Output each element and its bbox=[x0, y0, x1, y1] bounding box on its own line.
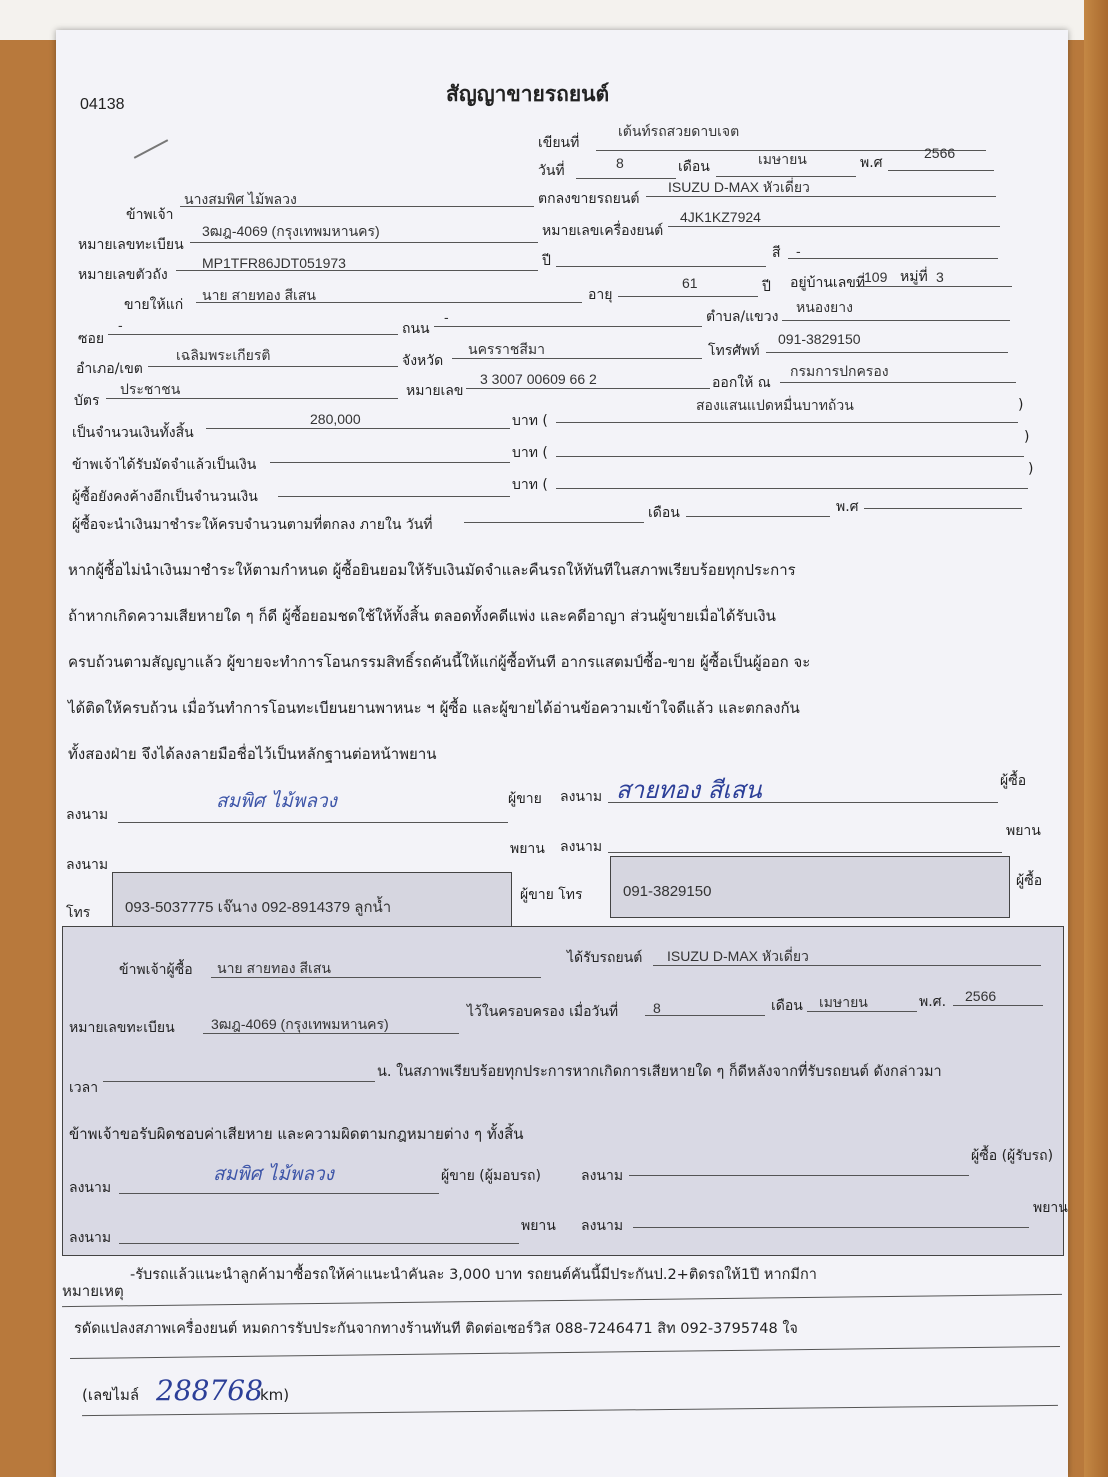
receipt-plate-line bbox=[203, 1033, 459, 1034]
car-model-line bbox=[646, 196, 996, 197]
terms-line-1: หากผู้ซื้อไม่นำเงินมาชำระให้ตามกำหนด ผู้ซื้อยินยอมให้รับเงินมัดจำและคืนรถให้ทันทีในสภาพเรียบร้อยทุกประการ bbox=[68, 561, 796, 579]
receipt-seller-sign-line bbox=[119, 1193, 439, 1194]
total-label: เป็นจำนวนเงินทั้งสิ้น bbox=[72, 425, 194, 441]
buyer-label: ขายให้แก่ bbox=[124, 297, 184, 313]
province-label: จังหวัด bbox=[402, 353, 444, 369]
due-label: ผู้ซื้อจะนำเงินมาชำระให้ครบจำนวนตามที่ตกลง ภายใน วันที่ bbox=[72, 517, 433, 533]
house-line bbox=[856, 286, 1012, 287]
soi-value: - bbox=[118, 317, 123, 333]
age-label: อายุ bbox=[588, 287, 613, 303]
year-value: 2566 bbox=[924, 145, 956, 161]
due-year-line bbox=[864, 508, 1022, 509]
province-line bbox=[452, 358, 702, 359]
possess-year: 2566 bbox=[965, 988, 997, 1004]
chassis-value: MP1TFR86JDT051973 bbox=[202, 255, 346, 271]
pen-mark bbox=[134, 139, 168, 159]
remarks-line-2: รดัดแปลงสภาพเครื่องยนต์ หมดการรับประกันจากทางร้านทันที ติดต่อเซอร์วิส 088-7246471 สิท 092-3795748 ใจ bbox=[74, 1321, 798, 1337]
age-value: 61 bbox=[682, 275, 698, 291]
due-month-label: เดือน bbox=[648, 505, 680, 521]
due-day-line bbox=[464, 522, 644, 523]
buyer-name: นาย สายทอง สีเสน bbox=[202, 287, 316, 303]
remaining-close: ) bbox=[1028, 461, 1034, 477]
time-suffix: น. ในสภาพเรียบร้อยทุกประการหากเกิดการเสียหายใด ๆ ก็ดีหลังจากที่รับรถยนต์ ดังกล่าวมา bbox=[377, 1064, 942, 1080]
written-at-label: เขียนที่ bbox=[538, 135, 580, 151]
engine-label: หมายเลขเครื่องยนต์ bbox=[542, 223, 664, 239]
remaining-text-line bbox=[556, 488, 1028, 489]
engine-line bbox=[668, 226, 1000, 227]
possess-month-label: เดือน bbox=[771, 998, 803, 1014]
phone-value: 091-3829150 bbox=[778, 331, 861, 347]
seller-role-label: ผู้ขาย bbox=[508, 791, 542, 807]
received-car-model: ISUZU D-MAX หัวเดี่ยว bbox=[667, 948, 809, 964]
receipt-buyer-sign-line bbox=[629, 1175, 969, 1176]
tambon-value: หนองยาง bbox=[796, 299, 853, 315]
year-line bbox=[888, 170, 994, 171]
tambon-line bbox=[782, 320, 1010, 321]
remarks-line-1-rule bbox=[62, 1294, 1062, 1307]
receipt-witness1-role: พยาน bbox=[521, 1218, 556, 1234]
house-label: อยู่บ้านเลขที่ bbox=[790, 275, 866, 291]
total-line bbox=[206, 428, 510, 429]
total-close: ) bbox=[1018, 397, 1024, 413]
engine-value: 4JK1KZ7924 bbox=[680, 209, 761, 225]
document-title: สัญญาขายรถยนต์ bbox=[446, 82, 610, 106]
receipt-witness1-line bbox=[119, 1243, 519, 1244]
card-no-line bbox=[466, 388, 710, 389]
deposit-line bbox=[270, 462, 510, 463]
remaining-line bbox=[278, 496, 510, 497]
color-value: - bbox=[796, 243, 801, 259]
card-no: 3 3007 00609 66 2 bbox=[480, 371, 597, 387]
total-value: 280,000 bbox=[310, 411, 361, 427]
agree-label: ตกลงขายรถยนต์ bbox=[538, 191, 640, 207]
age-line bbox=[618, 296, 758, 297]
tambon-label: ตำบล/แขวง bbox=[706, 309, 779, 325]
remarks-line-2-rule bbox=[70, 1346, 1060, 1359]
seller-signature: สมพิศ ไม้พลวง bbox=[216, 790, 337, 812]
possess-month-line bbox=[807, 1011, 917, 1012]
desk-background-right bbox=[1084, 0, 1108, 1477]
car-year-line bbox=[556, 266, 766, 267]
terms-line-3: ครบถ้วนตามสัญญาแล้ว ผู้ขายจะทำการโอนกรรมสิทธิ์รถคันนี้ให้แก่ผู้ซื้อทันที อากรแสตมป์ซื้อ-ขาย ผู้ซื้อเป็นผู้ออก จะ bbox=[68, 653, 811, 671]
road-line bbox=[434, 326, 702, 327]
chassis-label: หมายเลขตัวถัง bbox=[78, 267, 168, 283]
possess-year-label: พ.ศ. bbox=[919, 994, 947, 1010]
total-baht-label: บาท ( bbox=[512, 413, 548, 429]
age-unit: ปี bbox=[762, 279, 771, 295]
car-model: ISUZU D-MAX หัวเดี่ยว bbox=[668, 179, 810, 195]
mileage-label: (เลขไมล์ bbox=[82, 1386, 140, 1404]
seller-name: นางสมพิศ ไม้พลวง bbox=[184, 191, 297, 207]
due-year-label: พ.ศ bbox=[836, 499, 859, 515]
written-at-value: เต้นท์รถสวยดาบเจต bbox=[618, 123, 740, 139]
plate-value: 3ฒฎ-4069 (กรุงเทพมหานคร) bbox=[202, 223, 380, 239]
possess-year-line bbox=[953, 1005, 1043, 1006]
soi-label: ซอย bbox=[78, 331, 105, 347]
card-type: ประชาชน bbox=[120, 381, 181, 397]
receipt-witness2-line bbox=[633, 1227, 1029, 1228]
day-value: 8 bbox=[616, 155, 624, 171]
phone-row-label: โทร bbox=[66, 905, 91, 921]
terms-line-4: ได้ติดให้ครบถ้วน เมื่อวันทำการโอนทะเบียนยานพาหนะ ฯ ผู้ซื้อ และผู้ขายได้อ่านข้อความเข้าใจดีแล้ว และตกลงกัน bbox=[68, 699, 800, 717]
issued-value: กรมการปกครอง bbox=[790, 363, 889, 379]
road-value: - bbox=[444, 309, 449, 325]
issued-line bbox=[780, 382, 1016, 383]
deposit-text-line bbox=[556, 456, 1024, 457]
color-label: สี bbox=[772, 245, 781, 261]
buyer-role-label: ผู้ซื้อ bbox=[1000, 773, 1027, 789]
received-line bbox=[653, 965, 1041, 966]
receipt-buyer-label: ข้าพเจ้าผู้ซื้อ bbox=[119, 962, 193, 978]
month-line bbox=[716, 176, 856, 177]
total-text-line bbox=[556, 422, 1018, 423]
mileage-value: 288768 bbox=[156, 1374, 263, 1407]
month-value: เมษายน bbox=[758, 151, 807, 167]
road-label: ถนน bbox=[402, 321, 430, 337]
possess-day-line bbox=[645, 1015, 765, 1016]
seller-sign-line bbox=[118, 822, 508, 823]
car-year-label: ปี bbox=[542, 253, 551, 269]
witness1-sign-label: ลงนาม bbox=[66, 857, 109, 873]
amphoe-line bbox=[148, 366, 398, 367]
buyer-signature: สายทอง สีเสน bbox=[616, 776, 762, 804]
document-number: 04138 bbox=[80, 96, 125, 113]
total-text: สองแสนแปดหมื่นบาทถ้วน bbox=[696, 397, 854, 413]
buyer-sign-label: ลงนาม bbox=[560, 789, 603, 805]
witness2-sign-line bbox=[608, 852, 1002, 853]
seller-label: ข้าพเจ้า bbox=[126, 207, 174, 223]
moo-label: หมู่ที่ bbox=[900, 269, 928, 285]
witness1-role-label: พยาน bbox=[510, 841, 545, 857]
plate-label: หมายเลขทะเบียน bbox=[78, 237, 184, 253]
receipt-buyer-sign-label: ลงนาม bbox=[581, 1168, 624, 1184]
day-line bbox=[576, 178, 676, 179]
receipt-seller-sign-label: ลงนาม bbox=[69, 1180, 112, 1196]
terms-line-5: ทั้งสองฝ่าย จึงได้ลงลายมือชื่อไว้เป็นหลักฐานต่อหน้าพยาน bbox=[68, 745, 437, 763]
mileage-unit: km) bbox=[260, 1386, 290, 1404]
deposit-label: ข้าพเจ้าได้รับมัดจำแล้วเป็นเงิน bbox=[72, 457, 257, 473]
receipt-seller-role: ผู้ขาย (ผู้มอบรถ) bbox=[441, 1168, 541, 1184]
contract-paper bbox=[56, 30, 1068, 1477]
moo-value: 3 bbox=[936, 269, 944, 285]
receipt-witness1-label: ลงนาม bbox=[69, 1230, 112, 1246]
card-no-label: หมายเลข bbox=[406, 383, 464, 399]
remarks-label: หมายเหตุ bbox=[62, 1282, 124, 1300]
receipt-seller-signature: สมพิศ ไม้พลวง bbox=[213, 1163, 334, 1185]
phone-label: โทรศัพท์ bbox=[708, 343, 760, 359]
buyer-phone-box bbox=[610, 856, 1010, 918]
card-line bbox=[106, 398, 398, 399]
issued-label: ออกให้ ณ bbox=[712, 375, 771, 391]
receipt-witness2-label: ลงนาม bbox=[581, 1218, 624, 1234]
time-line bbox=[103, 1081, 375, 1082]
time-label: เวลา bbox=[69, 1080, 99, 1096]
card-label: บัตร bbox=[74, 393, 100, 409]
date-label: วันที่ bbox=[538, 163, 565, 179]
witness2-role-label: พยาน bbox=[1006, 823, 1041, 839]
seller-phones: 093-5037775 เจ๊นาง 092-8914379 ลูกน้ำ bbox=[125, 899, 392, 916]
soi-line bbox=[108, 334, 398, 335]
remarks-line-1: -รับรถแล้วแนะนำลูกค้ามาซื้อรถให้ค่าแนะนำคันละ 3,000 บาท รถยนต์คันนี้มีประกันป.2+ติดรถให้1ปี หากมีกา bbox=[130, 1267, 817, 1283]
possess-label: ไว้ในครอบครอง เมื่อวันที่ bbox=[467, 1004, 619, 1020]
phone-line bbox=[766, 352, 1008, 353]
house-value: 109 bbox=[864, 269, 888, 285]
receipt-witness2-role: พยาน bbox=[1033, 1200, 1068, 1216]
deposit-baht-label: บาท ( bbox=[512, 445, 548, 461]
due-month-line bbox=[686, 516, 830, 517]
seller-sign-label: ลงนาม bbox=[66, 807, 109, 823]
liability-text: ข้าพเจ้าขอรับผิดชอบค่าเสียหาย และความผิดตามกฎหมายต่าง ๆ ทั้งสิ้น bbox=[69, 1125, 524, 1143]
receipt-buyer-name: นาย สายทอง สีเสน bbox=[217, 960, 331, 976]
seller-phone-label: ผู้ขาย โทร bbox=[520, 887, 583, 903]
terms-line-2: ถ้าหากเกิดความเสียหายใด ๆ ก็ดี ผู้ซื้อยอมชดใช้ให้ทั้งสิ้น ตลอดทั้งคดีแพ่ง และคดีอาญา ส่วนผู้ขายเมื่อได้รับเงิน bbox=[68, 607, 776, 625]
receipt-buyer-role: ผู้ซื้อ (ผู้รับรถ) bbox=[971, 1148, 1054, 1164]
receipt-plate: 3ฒฎ-4069 (กรุงเทพมหานคร) bbox=[211, 1016, 389, 1032]
amphoe-label: อำเภอ/เขต bbox=[76, 361, 143, 377]
buyer-phone-role: ผู้ซื้อ bbox=[1016, 873, 1043, 889]
deposit-close: ) bbox=[1024, 429, 1030, 445]
plate-line bbox=[190, 242, 538, 243]
remaining-label: ผู้ซื้อยังคงค้างอีกเป็นจำนวนเงิน bbox=[72, 489, 258, 505]
receipt-buyer-line bbox=[211, 977, 541, 978]
witness2-sign-label: ลงนาม bbox=[560, 839, 603, 855]
receipt-plate-label: หมายเลขทะเบียน bbox=[69, 1020, 175, 1036]
possess-day: 8 bbox=[653, 1000, 661, 1016]
month-label: เดือน bbox=[678, 159, 710, 175]
receipt-section bbox=[62, 926, 1068, 1256]
possess-month: เมษายน bbox=[819, 994, 868, 1010]
buyer-phone: 091-3829150 bbox=[623, 883, 712, 900]
received-label: ได้รับรถยนต์ bbox=[567, 950, 643, 966]
remaining-baht-label: บาท ( bbox=[512, 477, 548, 493]
year-label: พ.ศ bbox=[860, 155, 883, 171]
amphoe-value: เฉลิมพระเกียรติ bbox=[176, 347, 271, 363]
color-line bbox=[788, 258, 998, 259]
province-value: นครราชสีมา bbox=[468, 341, 545, 357]
